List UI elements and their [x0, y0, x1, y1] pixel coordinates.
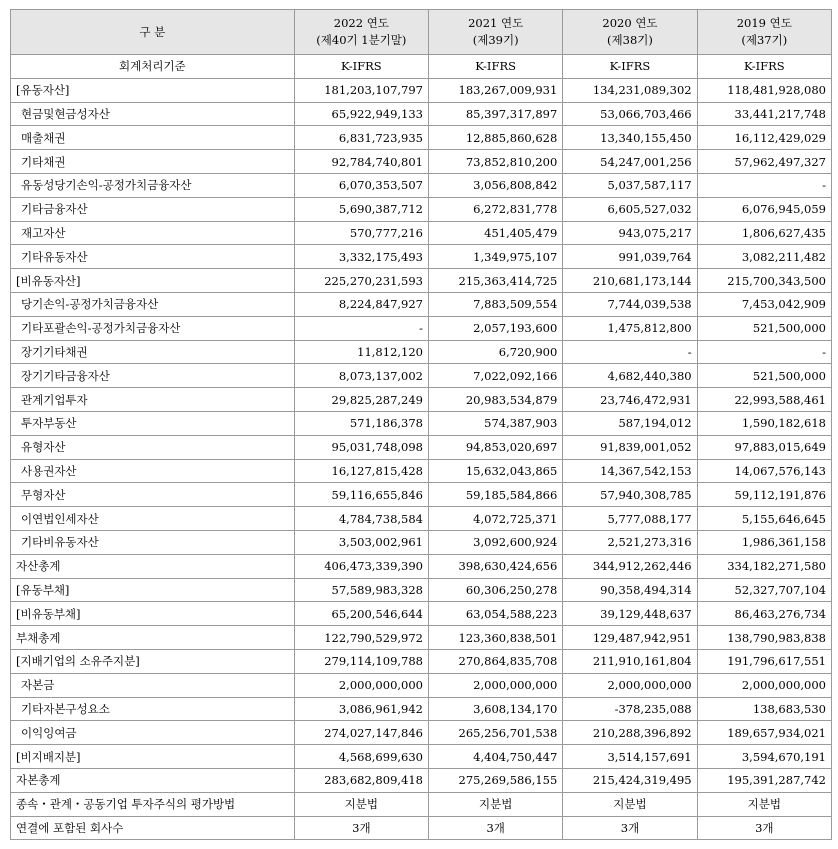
cell-value: 2,521,273,316 [563, 530, 697, 554]
cell-value: 279,114,109,788 [294, 649, 428, 673]
cell-value: 57,940,308,785 [563, 483, 697, 507]
cell-value: 189,657,934,021 [697, 721, 831, 745]
row-label: 장기기타채권 [11, 340, 295, 364]
cell-value: 지분법 [429, 792, 563, 816]
cell-value: 570,777,216 [294, 221, 428, 245]
table-row [11, 173, 832, 197]
table-row [11, 459, 832, 483]
table-body [11, 55, 832, 840]
cell-value: 지분법 [294, 792, 428, 816]
cell-value: 8,224,847,927 [294, 292, 428, 316]
cell-value: 521,500,000 [697, 316, 831, 340]
header-year-2022 [294, 10, 428, 55]
cell-value: 1,349,975,107 [429, 245, 563, 269]
cell-value: 3개 [697, 816, 831, 840]
cell-value: - [697, 340, 831, 364]
cell-value: 6,605,527,032 [563, 197, 697, 221]
row-label: [유동자산] [11, 78, 295, 102]
table-row [11, 602, 832, 626]
row-label: [유동부채] [11, 578, 295, 602]
cell-value: 1,590,182,618 [697, 411, 831, 435]
cell-value: 571,186,378 [294, 411, 428, 435]
table-row [11, 578, 832, 602]
cell-value: 22,993,588,461 [697, 388, 831, 412]
cell-value: 122,790,529,972 [294, 626, 428, 650]
cell-value: 6,831,723,935 [294, 126, 428, 150]
row-label: 기타유동자산 [11, 245, 295, 269]
cell-value: 57,589,983,328 [294, 578, 428, 602]
row-label: [비지배지분] [11, 745, 295, 769]
cell-value: 211,910,161,804 [563, 649, 697, 673]
table-row [11, 792, 832, 816]
cell-value: 3,092,600,924 [429, 530, 563, 554]
cell-value: 23,746,472,931 [563, 388, 697, 412]
row-label: 이익잉여금 [11, 721, 295, 745]
row-label: 현금및현금성자산 [11, 102, 295, 126]
row-label: 기타자본구성요소 [11, 697, 295, 721]
cell-value: 6,070,353,507 [294, 173, 428, 197]
cell-value: 4,404,750,447 [429, 745, 563, 769]
table-row [11, 745, 832, 769]
table-row [11, 388, 832, 412]
row-label: 재고자산 [11, 221, 295, 245]
financial-summary-table [10, 9, 832, 840]
header-year-2021 [429, 10, 563, 55]
cell-value: 3개 [563, 816, 697, 840]
row-label: 기타비유동자산 [11, 530, 295, 554]
row-label: 투자부동산 [11, 411, 295, 435]
cell-value: 11,812,120 [294, 340, 428, 364]
cell-value: 1,475,812,800 [563, 316, 697, 340]
table-row [11, 102, 832, 126]
cell-value: 5,155,646,645 [697, 507, 831, 531]
row-label: 매출채권 [11, 126, 295, 150]
cell-value: 65,922,949,133 [294, 102, 428, 126]
row-label: 기타채권 [11, 150, 295, 174]
cell-value: 4,682,440,380 [563, 364, 697, 388]
cell-value: 2,000,000,000 [563, 673, 697, 697]
cell-value: 6,076,945,059 [697, 197, 831, 221]
cell-value: 3개 [294, 816, 428, 840]
cell-value: 54,247,001,256 [563, 150, 697, 174]
cell-value: 225,270,231,593 [294, 269, 428, 293]
cell-value: 12,885,860,628 [429, 126, 563, 150]
header-year-2020 [563, 10, 697, 55]
cell-value: 5,037,587,117 [563, 173, 697, 197]
cell-value: 398,630,424,656 [429, 554, 563, 578]
cell-value: 7,022,092,166 [429, 364, 563, 388]
cell-value: 16,112,429,029 [697, 126, 831, 150]
cell-value: 86,463,276,734 [697, 602, 831, 626]
cell-value: 지분법 [697, 792, 831, 816]
cell-value: 29,825,287,249 [294, 388, 428, 412]
cell-value: 265,256,701,538 [429, 721, 563, 745]
header-year-2019 [697, 10, 831, 55]
row-label: 회계처리기준 [11, 55, 295, 79]
cell-value: 60,306,250,278 [429, 578, 563, 602]
cell-value: 138,790,983,838 [697, 626, 831, 650]
cell-value: 215,363,414,725 [429, 269, 563, 293]
cell-value: 6,272,831,778 [429, 197, 563, 221]
cell-value: 97,883,015,649 [697, 435, 831, 459]
cell-value: 2,000,000,000 [429, 673, 563, 697]
header-period-label: (제40기 1분기말) [316, 33, 407, 47]
header-year-label: 2019 연도 [736, 16, 792, 30]
row-label: 자본총계 [11, 768, 295, 792]
cell-value: 15,632,043,865 [429, 459, 563, 483]
cell-value: 지분법 [563, 792, 697, 816]
cell-value: 91,839,001,052 [563, 435, 697, 459]
cell-value: 587,194,012 [563, 411, 697, 435]
cell-value: 59,112,191,876 [697, 483, 831, 507]
table-row [11, 483, 832, 507]
cell-value: 3,082,211,482 [697, 245, 831, 269]
table-row [11, 673, 832, 697]
cell-value: 59,185,584,866 [429, 483, 563, 507]
cell-value: 183,267,009,931 [429, 78, 563, 102]
row-label: 관계기업투자 [11, 388, 295, 412]
table-row [11, 197, 832, 221]
cell-value: 20,983,534,879 [429, 388, 563, 412]
table-row [11, 316, 832, 340]
cell-value: 3,594,670,191 [697, 745, 831, 769]
row-label: 당기손익-공정가치금융자산 [11, 292, 295, 316]
cell-value: K-IFRS [429, 55, 563, 79]
table-row [11, 721, 832, 745]
row-label: 기타금융자산 [11, 197, 295, 221]
cell-value: 3개 [429, 816, 563, 840]
cell-value: 134,231,089,302 [563, 78, 697, 102]
cell-value: 574,387,903 [429, 411, 563, 435]
row-label: 종속・관계・공동기업 투자주식의 평가방법 [11, 792, 295, 816]
cell-value: 65,200,546,644 [294, 602, 428, 626]
cell-value: 73,852,810,200 [429, 150, 563, 174]
table-row [11, 364, 832, 388]
cell-value: 7,883,509,554 [429, 292, 563, 316]
cell-value: 270,864,835,708 [429, 649, 563, 673]
header-period-label: (제38기) [607, 33, 653, 47]
cell-value: 16,127,815,428 [294, 459, 428, 483]
cell-value: -378,235,088 [563, 697, 697, 721]
cell-value: 215,424,319,495 [563, 768, 697, 792]
row-label: 기타포괄손익-공정가치금융자산 [11, 316, 295, 340]
cell-value: 195,391,287,742 [697, 768, 831, 792]
cell-value: 5,690,387,712 [294, 197, 428, 221]
header-year-label: 2021 연도 [468, 16, 524, 30]
table-header-row [11, 10, 832, 55]
cell-value: 3,056,808,842 [429, 173, 563, 197]
cell-value: 2,000,000,000 [294, 673, 428, 697]
cell-value: 13,340,155,450 [563, 126, 697, 150]
cell-value: 334,182,271,580 [697, 554, 831, 578]
cell-value: 451,405,479 [429, 221, 563, 245]
table-row [11, 245, 832, 269]
cell-value: 94,853,020,697 [429, 435, 563, 459]
cell-value: 283,682,809,418 [294, 768, 428, 792]
cell-value: K-IFRS [697, 55, 831, 79]
table-row [11, 649, 832, 673]
cell-value: 6,720,900 [429, 340, 563, 364]
table-row [11, 269, 832, 293]
header-period-label: (제37기) [741, 33, 788, 47]
cell-value: 63,054,588,223 [429, 602, 563, 626]
cell-value: 7,453,042,909 [697, 292, 831, 316]
cell-value: 4,072,725,371 [429, 507, 563, 531]
cell-value: 943,075,217 [563, 221, 697, 245]
header-year-label: 2022 연도 [333, 16, 389, 30]
header-period-label: (제39기) [472, 33, 519, 47]
cell-value: 210,681,173,144 [563, 269, 697, 293]
cell-value: 129,487,942,951 [563, 626, 697, 650]
cell-value: 210,288,396,892 [563, 721, 697, 745]
cell-value: 2,000,000,000 [697, 673, 831, 697]
table-row [11, 411, 832, 435]
cell-value: - [697, 173, 831, 197]
row-label: 연결에 포함된 회사수 [11, 816, 295, 840]
cell-value: K-IFRS [294, 55, 428, 79]
table-row [11, 340, 832, 364]
cell-value: 3,332,175,493 [294, 245, 428, 269]
cell-value: 181,203,107,797 [294, 78, 428, 102]
row-label: 부채총계 [11, 626, 295, 650]
cell-value: 1,806,627,435 [697, 221, 831, 245]
cell-value: - [563, 340, 697, 364]
cell-value: 118,481,928,080 [697, 78, 831, 102]
cell-value: 3,608,134,170 [429, 697, 563, 721]
header-year-label: 2020 연도 [602, 16, 658, 30]
cell-value: 4,568,699,630 [294, 745, 428, 769]
cell-value: 57,962,497,327 [697, 150, 831, 174]
cell-value: 52,327,707,104 [697, 578, 831, 602]
row-label: [지배기업의 소유주지분] [11, 649, 295, 673]
cell-value: 274,027,147,846 [294, 721, 428, 745]
cell-value: 90,358,494,314 [563, 578, 697, 602]
cell-value: K-IFRS [563, 55, 697, 79]
table-row [11, 816, 832, 840]
table-row [11, 626, 832, 650]
table-row [11, 768, 832, 792]
cell-value: 53,066,703,466 [563, 102, 697, 126]
table-row [11, 530, 832, 554]
cell-value: 215,700,343,500 [697, 269, 831, 293]
cell-value: 5,777,088,177 [563, 507, 697, 531]
cell-value: 14,367,542,153 [563, 459, 697, 483]
row-label: 자본금 [11, 673, 295, 697]
row-label: 유동성당기손익-공정가치금융자산 [11, 173, 295, 197]
cell-value: 275,269,586,155 [429, 768, 563, 792]
cell-value: 39,129,448,637 [563, 602, 697, 626]
table-row [11, 55, 832, 79]
row-label: 이연법인세자산 [11, 507, 295, 531]
cell-value: 406,473,339,390 [294, 554, 428, 578]
row-label: 사용권자산 [11, 459, 295, 483]
cell-value: 95,031,748,098 [294, 435, 428, 459]
table-row [11, 221, 832, 245]
cell-value: 191,796,617,551 [697, 649, 831, 673]
row-label: [비유동자산] [11, 269, 295, 293]
cell-value: 92,784,740,801 [294, 150, 428, 174]
cell-value: 7,744,039,538 [563, 292, 697, 316]
row-label: 자산총계 [11, 554, 295, 578]
table-row [11, 507, 832, 531]
table-row [11, 554, 832, 578]
cell-value: 138,683,530 [697, 697, 831, 721]
row-label: 유형자산 [11, 435, 295, 459]
cell-value: 1,986,361,158 [697, 530, 831, 554]
cell-value: 14,067,576,143 [697, 459, 831, 483]
cell-value: 3,514,157,691 [563, 745, 697, 769]
table-row [11, 435, 832, 459]
row-label: [비유동부채] [11, 602, 295, 626]
table-row [11, 150, 832, 174]
cell-value: 991,039,764 [563, 245, 697, 269]
table-row [11, 697, 832, 721]
header-category: 구 분 [11, 10, 295, 55]
cell-value: 344,912,262,446 [563, 554, 697, 578]
row-label: 무형자산 [11, 483, 295, 507]
cell-value: 521,500,000 [697, 364, 831, 388]
cell-value: 4,784,738,584 [294, 507, 428, 531]
cell-value: 3,503,002,961 [294, 530, 428, 554]
row-label: 장기기타금융자산 [11, 364, 295, 388]
cell-value: 3,086,961,942 [294, 697, 428, 721]
cell-value: 59,116,655,846 [294, 483, 428, 507]
cell-value: 85,397,317,897 [429, 102, 563, 126]
cell-value: 33,441,217,748 [697, 102, 831, 126]
cell-value: - [294, 316, 428, 340]
table-row [11, 126, 832, 150]
cell-value: 2,057,193,600 [429, 316, 563, 340]
table-row [11, 292, 832, 316]
cell-value: 8,073,137,002 [294, 364, 428, 388]
cell-value: 123,360,838,501 [429, 626, 563, 650]
table-row [11, 78, 832, 102]
